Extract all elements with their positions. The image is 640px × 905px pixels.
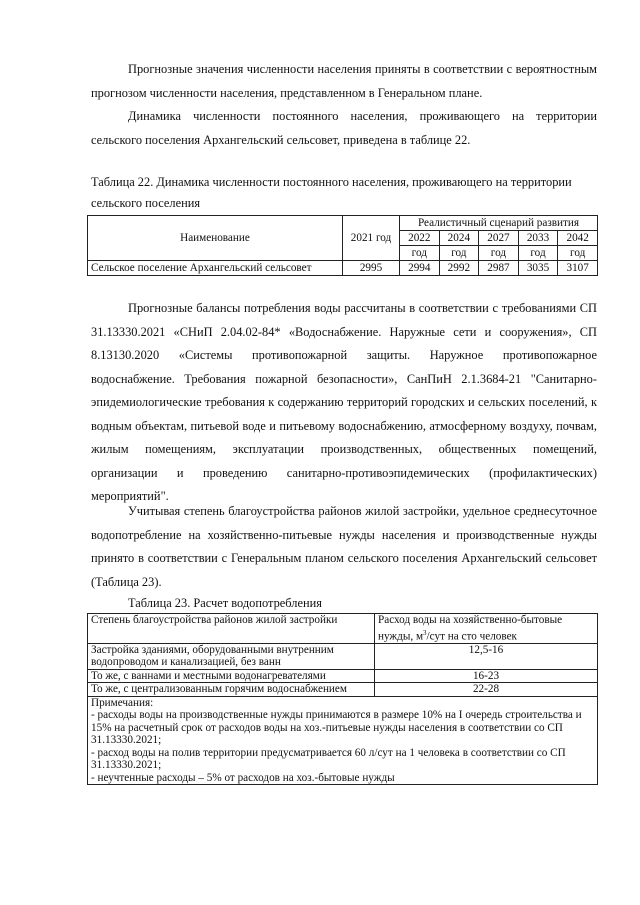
cell-value: 2995 (343, 261, 400, 276)
cell-value: 2987 (479, 261, 519, 276)
table22-caption: Таблица 22. Динамика численности постоянного населения, проживающего на территории сельского поселения (91, 175, 572, 210)
row-name: Сельское поселение Архангельский сельсовет (88, 261, 343, 276)
row-value: 12,5-16 (375, 643, 598, 669)
group-header-scenario: Реалистичный сценарий развития (400, 216, 598, 231)
water-consumption-table (87, 613, 598, 785)
row-label: То же, с ваннами и местными водонагревателями (88, 669, 375, 683)
cell-value: 2992 (439, 261, 479, 276)
year-header: 2033 (518, 231, 558, 246)
table-row (88, 643, 598, 669)
row-value: 16-23 (375, 669, 598, 683)
paragraph-water-balance: Прогнозные балансы потребления воды рассчитаны в соответствии с требованиями СП 31.13330.2021 «СНиП 2.04.02-84* «Водоснабжение. Наружные сети и сооружения», СП 8.13130.2020 «Системы противопожарной защиты. Наружное противопожарное водоснабжение. Требования пожарной безопасности», СанПиН 2.1.3684-21 "Санитарно-эпидемиологические требования к содержанию территорий городских и сельских поселений, к водным объектам, питьевой воде и питьевому водоснабжению, атмосферному воздуху, почвам, жилым помещениям, эксплуатации производственных, общественных помещений, организации и проведению санитарно-противоэпидемических (профилактических) мероприятий". (91, 301, 597, 503)
table-row (88, 683, 598, 697)
population-dynamics-table (87, 215, 598, 276)
notes-cell (88, 696, 598, 785)
cell-value: 2994 (400, 261, 440, 276)
year-unit: год (479, 246, 519, 261)
col-header-water-rate: Расход воды на хозяйственно-бытовые нужды, $м^3$/сут на сто человек (375, 614, 598, 644)
paragraph-dynamics-intro: Динамика численности постоянного населения, проживающего на территории сельского поселения Архангельский сельсовет, приведена в таблице 22. (91, 109, 597, 147)
cell-value: 3107 (558, 261, 598, 276)
year-unit: год (400, 246, 440, 261)
cell-value: 3035 (518, 261, 558, 276)
row-label: То же, с централизованным горячим водоснабжением (88, 683, 375, 697)
col-header-name: Наименование (88, 216, 343, 261)
year-unit: год (518, 246, 558, 261)
row-value: 22-28 (375, 683, 598, 697)
table23-caption: Таблица 23. Расчет водопотребления (128, 596, 322, 610)
year-header: 2042 (558, 231, 598, 246)
year-unit: год (439, 246, 479, 261)
col-header-2021: 2021 год (343, 216, 400, 261)
note-item: - неучтенные расходы – 5% от расходов на хоз.-бытовые нужды (91, 771, 395, 784)
table-row (88, 261, 598, 276)
year-unit: год (558, 246, 598, 261)
row-label: Застройка зданиями, оборудованными внутренним водопроводом и канализацией, без ванн (88, 643, 375, 669)
year-header: 2024 (439, 231, 479, 246)
col-header-improvement: Степень благоустройства районов жилой застройки (88, 614, 375, 644)
paragraph-forecast-intro: Прогнозные значения численности населения приняты в соответствии с вероятностным прогнозом численности населения, представленном в Генеральном плане. (91, 62, 597, 100)
table-row (88, 669, 598, 683)
year-header: 2022 (400, 231, 440, 246)
note-item: - расход воды на полив территории предусматривается 60 л/сут на 1 человека в соответствии со СП 31.13330.2021; (91, 746, 566, 772)
notes-title: Примечания: (91, 696, 154, 709)
note-item: - расходы воды на производственные нужды принимаются в размере 10% на I очередь строительства и 15% на расчетный срок от расходов воды на хоз.-питьевые нужды населения в соответствии со СП 31.13330.2021; (91, 709, 582, 747)
paragraph-water-consumption: Учитывая степень благоустройства районов жилой застройки, удельное среднесуточное водопотребление на хозяйственно-питьевые нужды населения и производственные нужды принято в соответствии с Генеральным планом сельского поселения Архангельский сельсовет (Таблица 23). (91, 504, 597, 589)
year-header: 2027 (479, 231, 519, 246)
